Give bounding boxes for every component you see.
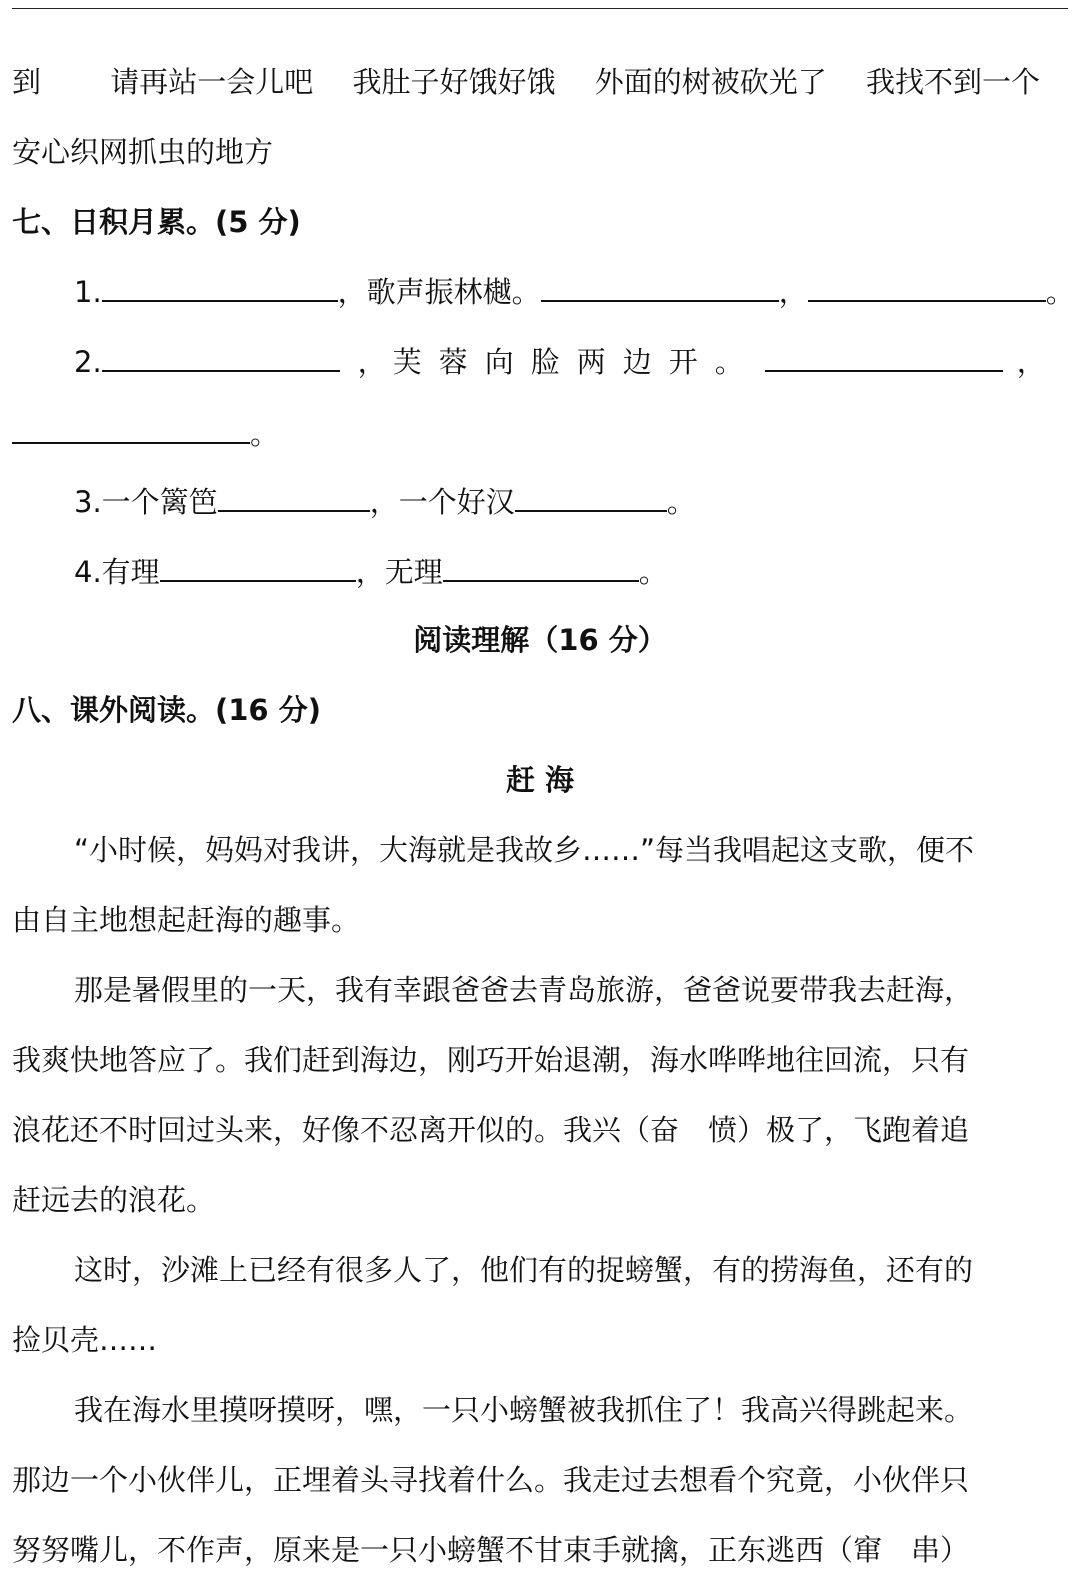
question-text: 一个好汉 bbox=[398, 485, 515, 519]
question-number: 4. bbox=[74, 555, 102, 589]
question-text: 无理 bbox=[384, 555, 443, 589]
paragraph-line: 努努嘴儿，不作声，原来是一只小螃蟹不甘束手就擒，正东逃西（窜 串） bbox=[12, 1533, 970, 1567]
paragraph-line: 由自主地想起赶海的趣事。 bbox=[12, 903, 361, 937]
question-number: 1. bbox=[74, 275, 102, 309]
article-title: 赶 海 bbox=[505, 763, 575, 797]
question-text: ，歌声振林樾。 bbox=[337, 275, 541, 309]
section-8-heading: 八、课外阅读。(16 分) bbox=[12, 693, 321, 727]
answer-blank[interactable] bbox=[443, 552, 639, 582]
answer-blank[interactable] bbox=[102, 342, 340, 372]
answer-word: 我肚子好饿好饿 bbox=[352, 65, 556, 99]
answer-blank[interactable] bbox=[515, 482, 667, 512]
question-1 bbox=[74, 272, 1075, 312]
top-rule bbox=[12, 8, 1068, 9]
paragraph-line: 浪花还不时回过头来，好像不忍离开似的。我兴（奋 愤）极了，飞跑着追 bbox=[12, 1113, 970, 1147]
answer-blank[interactable] bbox=[541, 272, 779, 302]
question-sep: ， bbox=[778, 275, 808, 309]
question-comma: ， bbox=[357, 345, 387, 379]
reading-comprehension-title: 阅读理解（16 分） bbox=[413, 623, 667, 657]
answer-word: 请再站一会儿吧 bbox=[110, 65, 314, 99]
paragraph-line: 我爽快地答应了。我们赶到海边，刚巧开始退潮，海水哗哗地往回流，只有 bbox=[12, 1043, 970, 1077]
question-2-continued bbox=[12, 414, 279, 454]
question-text: 有理 bbox=[101, 555, 160, 589]
paragraph-line: 赶远去的浪花。 bbox=[12, 1183, 216, 1217]
answer-blank[interactable] bbox=[160, 552, 356, 582]
answer-blank[interactable] bbox=[808, 272, 1046, 302]
paragraph-line: 我在海水里摸呀摸呀，嘿，一只小螃蟹被我抓住了！我高兴得跳起来。 bbox=[74, 1393, 974, 1427]
paragraph-line: 那是暑假里的一天，我有幸跟爸爸去青岛旅游，爸爸说要带我去赶海， bbox=[74, 973, 974, 1007]
paragraph-line: 捡贝壳…… bbox=[12, 1323, 158, 1357]
answer-word: 我找不到一个 bbox=[865, 65, 1040, 99]
question-3 bbox=[74, 482, 696, 522]
answer-word: 到 bbox=[12, 65, 42, 99]
answer-blank[interactable] bbox=[102, 272, 338, 302]
question-end: 。 bbox=[250, 417, 280, 451]
question-4 bbox=[74, 552, 668, 592]
question-comma: ， bbox=[355, 555, 385, 589]
section-7-heading: 七、日积月累。(5 分) bbox=[12, 205, 301, 239]
question-end: 。 bbox=[638, 555, 668, 589]
question-end: 。 bbox=[666, 485, 696, 519]
question-number: 2. bbox=[74, 345, 102, 379]
answer-blank[interactable] bbox=[218, 482, 370, 512]
answer-line-2: 安心织网抓虫的地方 bbox=[12, 135, 274, 169]
question-number: 3. bbox=[74, 485, 102, 519]
question-text: 芙蓉向脸两边开。 bbox=[392, 345, 761, 379]
question-text: 一个篱笆 bbox=[101, 485, 218, 519]
question-2 bbox=[74, 342, 1046, 382]
answer-blank[interactable] bbox=[765, 342, 1003, 372]
paragraph-line: 那边一个小伙伴儿，正埋着头寻找着什么。我走过去想看个究竟，小伙伴只 bbox=[12, 1463, 970, 1497]
answer-line-1 bbox=[12, 62, 1040, 102]
answer-blank[interactable] bbox=[12, 414, 250, 444]
question-comma: ， bbox=[369, 485, 399, 519]
question-comma: ， bbox=[1016, 345, 1046, 379]
paragraph-line: “小时候，妈妈对我讲，大海就是我故乡……”每当我唱起这支歌，便不 bbox=[74, 833, 975, 867]
question-end: 。 bbox=[1045, 275, 1075, 309]
paragraph-line: 这时，沙滩上已经有很多人了，他们有的捉螃蟹，有的捞海鱼，还有的 bbox=[74, 1253, 974, 1287]
answer-word: 外面的树被砍光了 bbox=[594, 65, 827, 99]
